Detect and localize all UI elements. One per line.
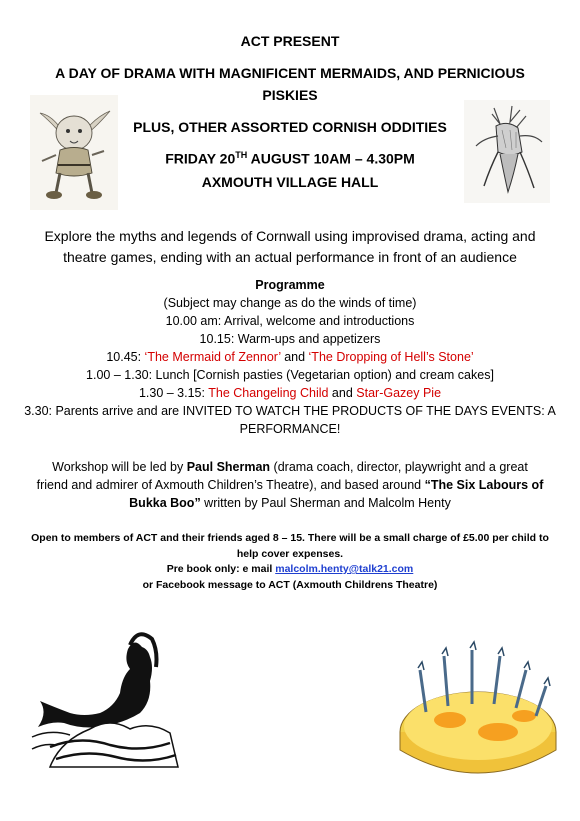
programme-item-arrival: 10.00 am: Arrival, welcome and introductions	[165, 314, 415, 328]
programme-item-lunch: 1.00 – 1.30: Lunch [Cornish pasties (Vegetarian option) and cream cakes]	[86, 368, 494, 382]
date-time: AUGUST 10AM – 4.30PM	[247, 150, 415, 167]
date-suffix: TH	[235, 150, 248, 160]
workshop-line-3	[0, 494, 580, 512]
story-title: The Changeling Child	[208, 386, 329, 400]
programme-item-parents-line-1: 3.30: Parents arrive and are INVITED TO WATCH THE PRODUCTS OF THE DAYS EVENTS: A	[24, 404, 556, 418]
programme-item-parents-line-2: PERFORMANCE!	[239, 422, 341, 436]
programme-item-warmups: 10.15: Warm-ups and appetizers	[199, 332, 381, 346]
email-link[interactable]: malcolm.henty@talk21.com	[275, 563, 414, 575]
leader-name: Paul Sherman	[186, 460, 271, 474]
programme-section	[0, 276, 580, 438]
booking-line-3	[0, 562, 580, 578]
workshop-line-2	[0, 476, 580, 494]
text: Pre book only: e mail	[166, 563, 276, 575]
story-title: ‘The Dropping of Hell’s Stone’	[308, 350, 474, 364]
intro-line-1: Explore the myths and legends of Cornwall using improvised drama, acting and	[44, 228, 536, 244]
programme-subtitle: (Subject may change as do the winds of time)	[163, 296, 417, 310]
programme-time: 10.45:	[106, 350, 145, 364]
event-venue: AXMOUTH VILLAGE HALL	[201, 174, 379, 190]
mermaid-silhouette-icon	[30, 617, 182, 769]
text: Workshop will be led by	[52, 460, 187, 474]
programme-title: Programme	[255, 278, 325, 292]
programme-time: 1.30 – 3.15:	[138, 386, 209, 400]
booking-line-4: or Facebook message to ACT (Axmouth Childrens Theatre)	[142, 578, 438, 591]
programme-item-mermaid	[0, 348, 580, 366]
subheadline: PLUS, OTHER ASSORTED CORNISH ODDITIES	[133, 119, 447, 135]
booking-line-1: Open to members of ACT and their friends aged 8 – 15. There will be a small charge of £5.00 per child to	[31, 532, 549, 544]
headline-line-2: PISKIES	[262, 87, 318, 103]
headline-line-1: A DAY OF DRAMA WITH MAGNIFICENT MERMAIDS, AND PERNICIOUS	[55, 65, 525, 81]
star-gazey-pie-drawing-icon	[390, 620, 566, 796]
intro-text	[0, 226, 580, 268]
workshop-section	[0, 458, 580, 512]
conjunction: and	[328, 386, 357, 400]
text: written by Paul Sherman and Malcolm Henty	[200, 496, 451, 510]
workshop-line-1	[0, 458, 580, 476]
booking-section	[0, 531, 580, 593]
piskie-drawing-icon	[30, 95, 118, 210]
play-title: Bukka Boo”	[129, 496, 201, 510]
programme-item-changeling	[0, 384, 580, 402]
date-prefix: FRIDAY 20	[165, 150, 236, 167]
booking-line-2: help cover expenses.	[236, 547, 344, 560]
play-title: “The Six Labours of	[424, 478, 544, 492]
conjunction: and	[280, 350, 309, 364]
tree-creature-drawing-icon	[464, 100, 550, 203]
intro-line-2: theatre games, ending with an actual performance in front of an audience	[63, 249, 517, 265]
story-title: Star-Gazey Pie	[356, 386, 442, 400]
header-act-present: ACT PRESENT	[240, 33, 340, 49]
text: (drama coach, director, playwright and a great	[270, 460, 528, 474]
text: friend and admirer of Axmouth Children’s Theatre), and based around	[36, 478, 425, 492]
story-title: ‘The Mermaid of Zennor’	[144, 350, 281, 364]
